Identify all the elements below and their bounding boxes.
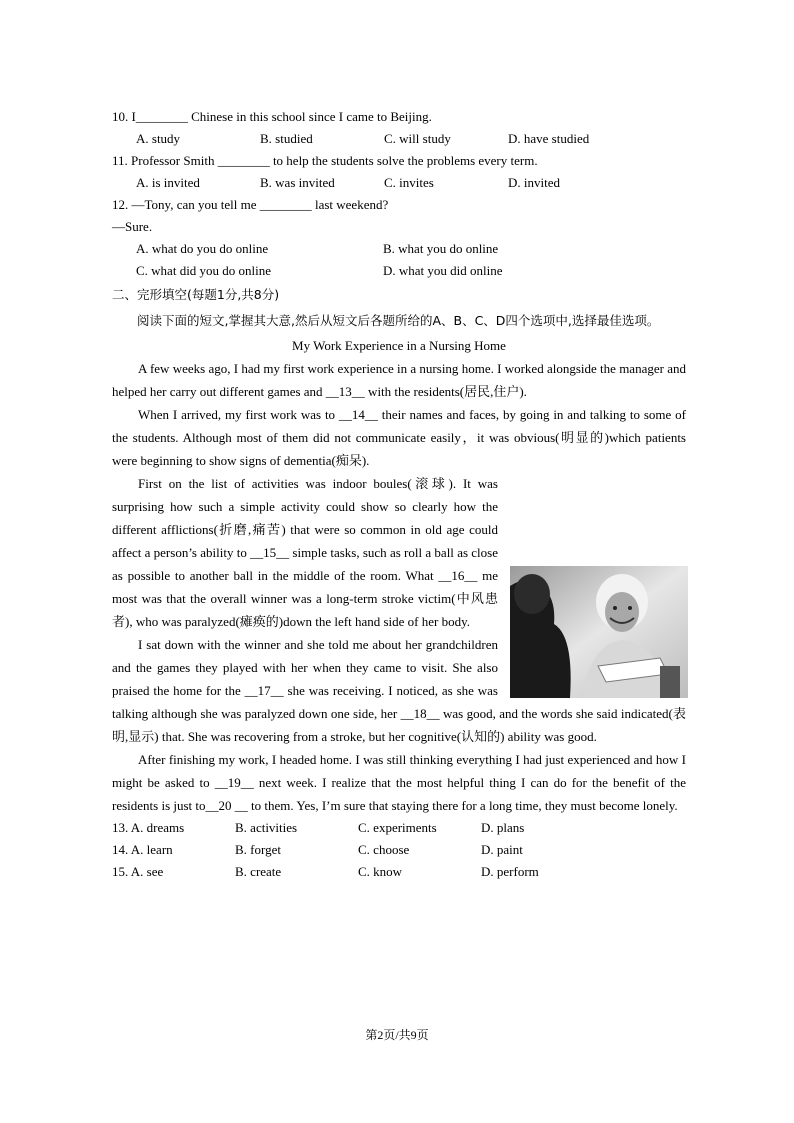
option-a: A. study — [136, 131, 181, 146]
page-number: 第2页/共9页 — [365, 1028, 429, 1042]
section-instruction: 阅读下面的短文,掌握其大意,然后从短文后各题所给的A、B、C、D四个选项中,选择最佳选项。 — [137, 313, 660, 328]
page-content — [112, 106, 686, 883]
question-12-reply: —Sure. — [112, 219, 153, 234]
option-c: C. what did you do online — [136, 263, 272, 278]
passage-paragraph-1: A few weeks ago, I had my first work experience in a nursing home. I worked alongside the manager and helped her carry out different games and __13__ with the residents(居民,住户). — [112, 361, 686, 399]
question-12-options-row2 — [112, 260, 686, 282]
passage-paragraph-2: When I arrived, my first work was to __14__ their names and faces, by going in and talking to some of the students. Although most of them did not communicate easily，it was obvious(明显的)which patients were beginning to show signs of dementia(痴呆). — [112, 407, 686, 468]
answer-option: 13. A. dreams — [112, 820, 185, 835]
answer-option: D. plans — [481, 820, 525, 835]
answer-option: B. create — [235, 864, 282, 879]
question-11-options — [112, 172, 686, 194]
option-c: C. will study — [384, 131, 451, 146]
photo-two-women-icon — [510, 566, 688, 698]
answer-option: 14. A. learn — [112, 842, 173, 857]
paragraph-3-wrap — [112, 472, 686, 748]
passage-paragraph-3: First on the list of activities was indoor boules(滚球). It was surprising how such a simple activity could show so clearly how the different afflictions(折磨,痛苦) that were so common in old age could affect a person’s ability to __15__ simple tasks, such as roll a ball as close as possible to another ball in the middle of the room. What __16__ me most was that the overall winner was a long-term stroke victim(中风患者), who was paralyzed(瘫痪的)down the left hand side of her body. — [112, 476, 498, 629]
answer-row-14 — [112, 839, 686, 861]
answer-option: C. experiments — [358, 820, 437, 835]
option-b: B. studied — [260, 131, 313, 146]
answer-option: B. activities — [235, 820, 298, 835]
answer-option: C. know — [358, 864, 403, 879]
option-a: A. is invited — [136, 175, 200, 190]
answer-option: D. paint — [481, 842, 523, 857]
option-d: D. what you did online — [383, 263, 503, 278]
question-11-stem: 11. Professor Smith ________ to help the students solve the problems every term. — [112, 153, 538, 168]
option-c: C. invites — [384, 175, 434, 190]
answer-option: B. forget — [235, 842, 281, 857]
passage-paragraph-4: I sat down with the winner and she told me about her grandchildren and the games they played with her when they came to visit. She also praised the home for the __17__ she was receiving. I noticed, as she was talking although she was paralyzed down one side, her __18__ was good, and the words she said indicated(表明,显示) that. She was recovering from a stroke, but her cognitive(认知的) ability was good. — [112, 637, 686, 744]
option-a: A. what do you do online — [136, 241, 269, 256]
option-b: B. was invited — [260, 175, 335, 190]
section-heading: 二、完形填空(每题1分,共8分) — [112, 287, 280, 302]
option-d: D. invited — [508, 175, 560, 190]
option-d: D. have studied — [508, 131, 590, 146]
question-12-options-row1 — [112, 238, 686, 260]
option-b: B. what you do online — [383, 241, 499, 256]
answer-row-15 — [112, 861, 686, 883]
answer-option: D. perform — [481, 864, 539, 879]
passage-paragraph-5: After finishing my work, I headed home. I was still thinking everything I had just experienced and how I might be asked to __19__ next week. I realize that the most helpful thing I can do for the benefit of the residents is just to__20 __ to them. Yes, I’m sure that staying there for a long time, they must become lonely. — [112, 752, 686, 813]
question-12-stem: 12. —Tony, can you tell me ________ last weekend? — [112, 197, 389, 212]
passage-title: My Work Experience in a Nursing Home — [292, 338, 506, 353]
answer-row-13 — [112, 817, 686, 839]
question-10-stem: 10. I________ Chinese in this school since I came to Beijing. — [112, 109, 432, 124]
question-10-options — [112, 128, 686, 150]
answer-option: 15. A. see — [112, 864, 164, 879]
answer-option: C. choose — [358, 842, 410, 857]
